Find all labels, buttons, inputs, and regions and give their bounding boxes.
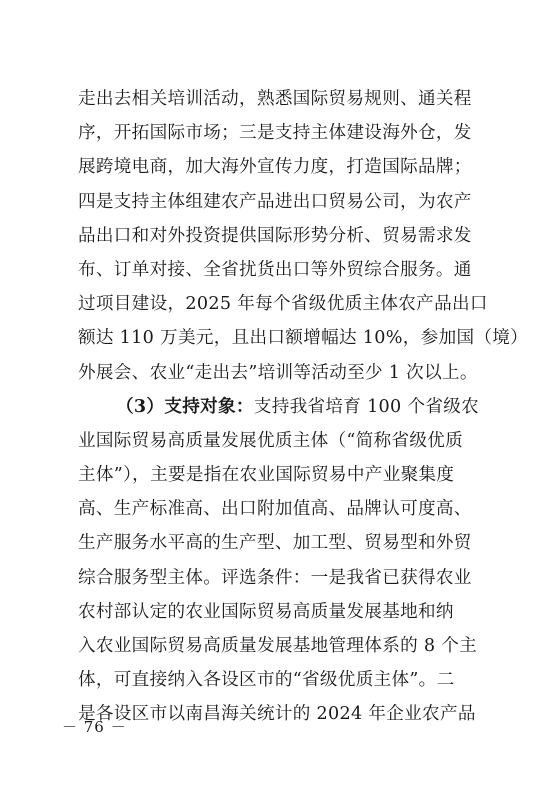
text-line: 展跨境电商，加大海外宣传力度，打造国际品牌； xyxy=(78,157,472,178)
text-line: 农村部认定的农业国际贸易高质量发展基地和纳 xyxy=(78,601,454,622)
text-line: 入农业国际贸易高质量发展基地管理体系的 8 个主 xyxy=(78,636,478,656)
text-line: 主体”），主要是指在农业国际贸易中产业聚集度 xyxy=(78,465,455,486)
text-line: 走出去相关培训活动，熟悉国际贸易规则、通关程 xyxy=(78,89,472,109)
text-line: 品出口和对外投资提供国际形势分析、贸易需求发 xyxy=(78,225,472,246)
text-line: 生产服务水平高的生产型、加工型、贸易型和外贸 xyxy=(78,533,472,554)
text-line: 体，可直接纳入各设区市的“省级优质主体”。二 xyxy=(78,670,455,691)
text-line: 高、生产标准高、出口附加值高、品牌认可度高、 xyxy=(78,499,472,520)
text-line: 过项目建设，2025 年每个省级优质主体农产品出口 xyxy=(78,294,488,315)
page-number: － 76 － xyxy=(62,718,127,736)
body-text xyxy=(78,82,529,732)
text-line: 四是支持主体组建农产品进出口贸易公司，为农产 xyxy=(78,191,472,212)
section-3-heading: （3）支持对象： xyxy=(116,395,254,417)
text-line: 序，开拓国际市场；三是支持主体建设海外仓，发 xyxy=(78,123,472,144)
text-line: 是各设区市以南昌海关统计的 2024 年企业农产品 xyxy=(78,704,476,725)
text-line: 布、订单对接、全省扰货出口等外贸综合服务。通 xyxy=(78,259,472,280)
section-3-first-line xyxy=(78,390,488,424)
text-line: 综合服务型主体。评选条件：一是我省已获得农业 xyxy=(78,567,472,588)
text-line: 业国际贸易高质量发展优质主体（“简称省级优质 xyxy=(78,430,464,451)
text-line: 外展会、农业“走出去”培训等活动至少 1 次以上。 xyxy=(78,362,478,383)
text-line: 额达 110 万美元，且出口额增幅达 10%，参加国（境） xyxy=(78,328,529,349)
section-3-first-line-text: 支持我省培育 100 个省级农 xyxy=(253,396,480,417)
